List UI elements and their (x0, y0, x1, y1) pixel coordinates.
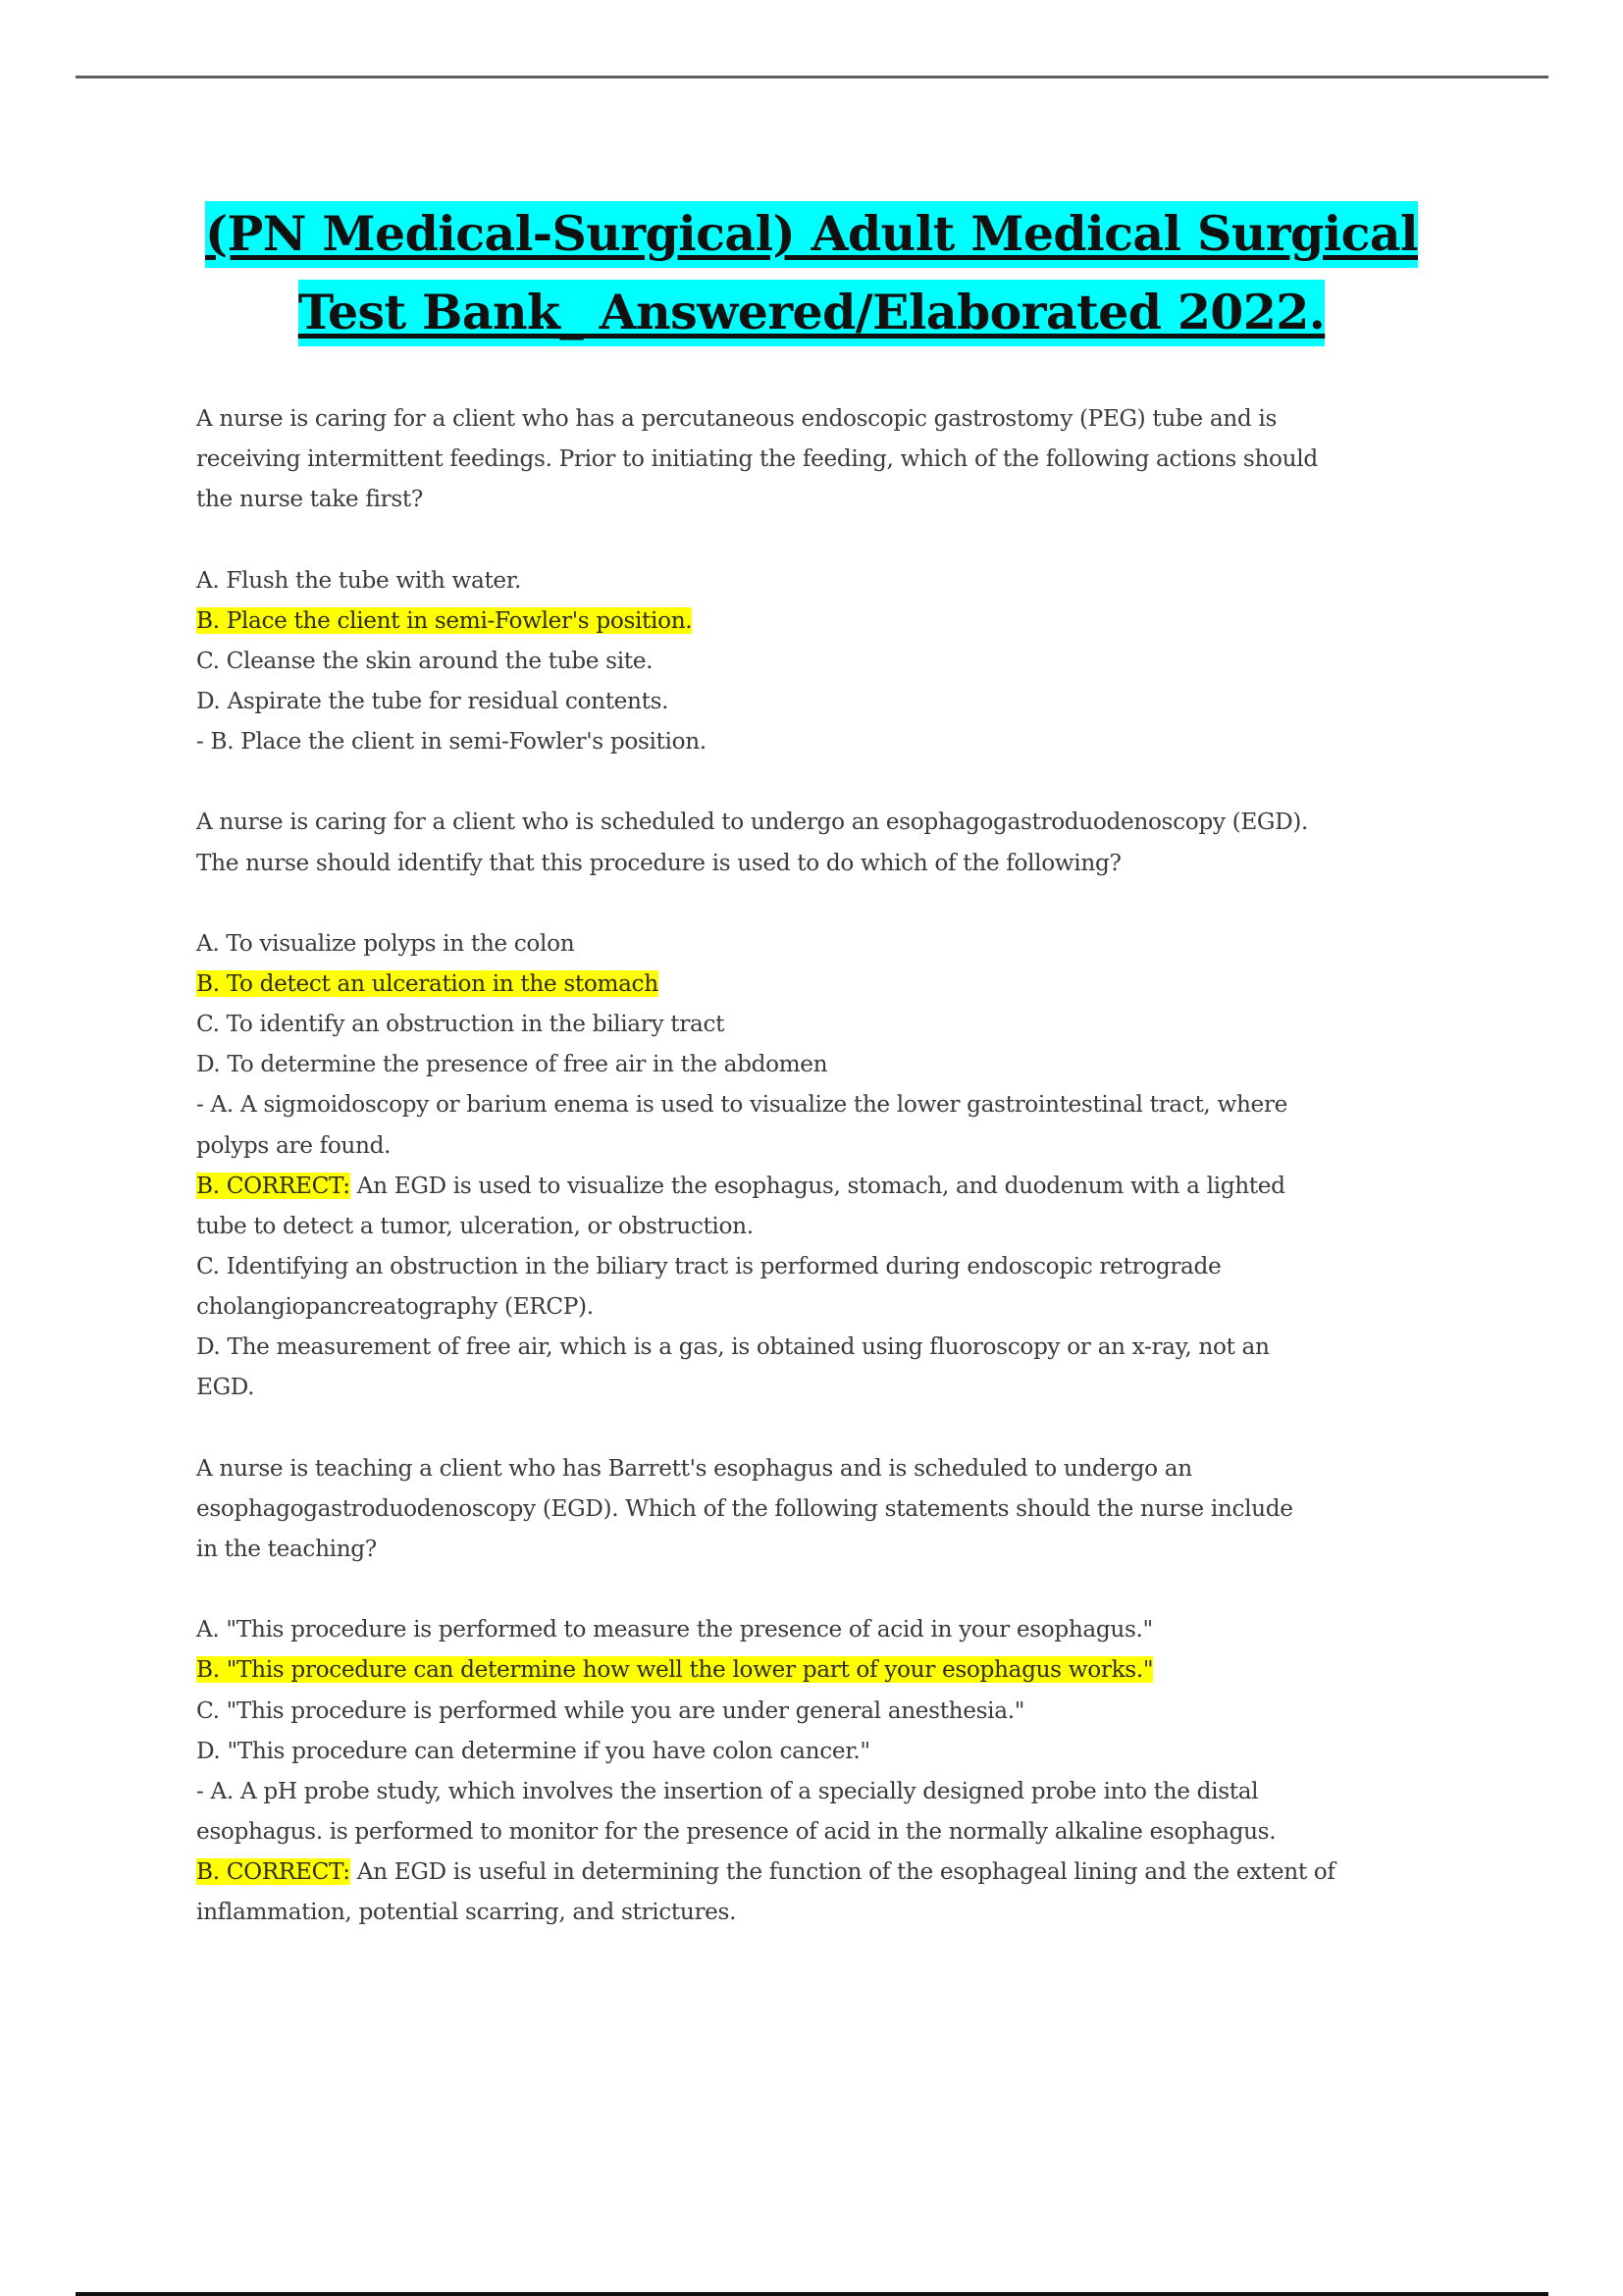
answer-option-c: C. Cleanse the skin around the tube site. (196, 647, 654, 674)
rationale-line: tube to detect a tumor, ulceration, or obstruction. (196, 1212, 754, 1239)
answer-option-b-correct (196, 964, 1492, 1004)
rationale-line: EGD. (196, 1374, 255, 1401)
answer-option-d: D. Aspirate the tube for residual contents. (196, 687, 669, 714)
answer-option-d: D. "This procedure can determine if you have colon cancer." (196, 1737, 870, 1764)
question-stem-line: A nurse is teaching a client who has Barrett's esophagus and is scheduled to undergo an (196, 1454, 1192, 1482)
correct-label-highlight: B. CORRECT: (196, 1172, 350, 1199)
rationale-line: polyps are found. (196, 1131, 392, 1159)
answer-option-c: C. "This procedure is performed while you are under general anesthesia." (196, 1696, 1025, 1724)
answer-option-c: C. To identify an obstruction in the biliary tract (196, 1011, 725, 1038)
rationale-line-correct: B. CORRECT: An EGD is useful in determining the function of the esophageal lining and the extent of (196, 1858, 1335, 1886)
question-stem-line: receiving intermittent feedings. Prior to initiating the feeding, which of the following actions should (196, 445, 1318, 473)
question-stem-line: esophagogastroduodenoscopy (EGD). Which of the following statements should the nurse include (196, 1494, 1293, 1522)
rationale-line: esophagus. is performed to monitor for the presence of acid in the normally alkaline esophagus. (196, 1817, 1277, 1845)
rationale-line: inflammation, potential scarring, and strictures. (196, 1899, 737, 1926)
question-stem-line: in the teaching? (196, 1535, 377, 1562)
spacer (196, 883, 1492, 923)
question-stem-line: A nurse is caring for a client who is scheduled to undergo an esophagogastroduodenoscopy (EGD). (196, 809, 1309, 836)
top-horizontal-rule (76, 76, 1548, 78)
correct-answer-highlight: B. "This procedure can determine how well the lower part of your esophagus works." (196, 1656, 1154, 1684)
bottom-horizontal-rule (76, 2292, 1548, 2296)
answer-option-a: A. Flush the tube with water. (196, 566, 522, 594)
document-body (196, 398, 1492, 1932)
answer-option-a: A. "This procedure is performed to measure the presence of acid in your esophagus." (196, 1616, 1153, 1644)
correct-label-highlight: B. CORRECT: (196, 1858, 350, 1886)
answer-option-d: D. To determine the presence of free air in the abdomen (196, 1051, 828, 1078)
rationale-line: D. The measurement of free air, which is a gas, is obtained using fluoroscopy or an x-ray, not an (196, 1333, 1270, 1361)
rationale-line: C. Identifying an obstruction in the biliary tract is performed during endoscopic retrograde (196, 1252, 1222, 1279)
question-2 (196, 802, 1492, 1447)
title-line-2: Test Bank_ Answered/Elaborated 2022. (0, 273, 1623, 351)
question-stem-line: the nurse take first? (196, 486, 423, 513)
question-1 (196, 398, 1492, 802)
title-line-1: (PN Medical-Surgical) Adult Medical Surgical (0, 194, 1623, 273)
answer-option-b-correct (196, 600, 1492, 641)
spacer (196, 761, 1492, 802)
rationale-line-correct: B. CORRECT: An EGD is used to visualize the esophagus, stomach, and duodenum with a lighted (196, 1172, 1285, 1199)
answer-option-a: A. To visualize polyps in the colon (196, 929, 575, 957)
rationale-line: - B. Place the client in semi-Fowler's position. (196, 728, 707, 756)
question-stem-line: The nurse should identify that this procedure is used to do which of the following? (196, 849, 1122, 876)
rationale-line: cholangiopancreatography (ERCP). (196, 1293, 594, 1321)
correct-answer-highlight: B. Place the client in semi-Fowler's position. (196, 606, 693, 634)
spacer (196, 519, 1492, 559)
question-stem-line: A nurse is caring for a client who has a percutaneous endoscopic gastrostomy (PEG) tube and is (196, 405, 1278, 432)
rationale-line: - A. A pH probe study, which involves the insertion of a specially designed probe into the distal (196, 1777, 1259, 1804)
question-3 (196, 1448, 1492, 1933)
spacer (196, 1569, 1492, 1609)
correct-answer-highlight: B. To detect an ulceration in the stomach (196, 969, 658, 997)
document-title (0, 194, 1623, 351)
rationale-line: - A. A sigmoidoscopy or barium enema is used to visualize the lower gastrointestinal tract, where (196, 1091, 1288, 1119)
answer-option-b-correct (196, 1649, 1492, 1690)
spacer (196, 1408, 1492, 1448)
